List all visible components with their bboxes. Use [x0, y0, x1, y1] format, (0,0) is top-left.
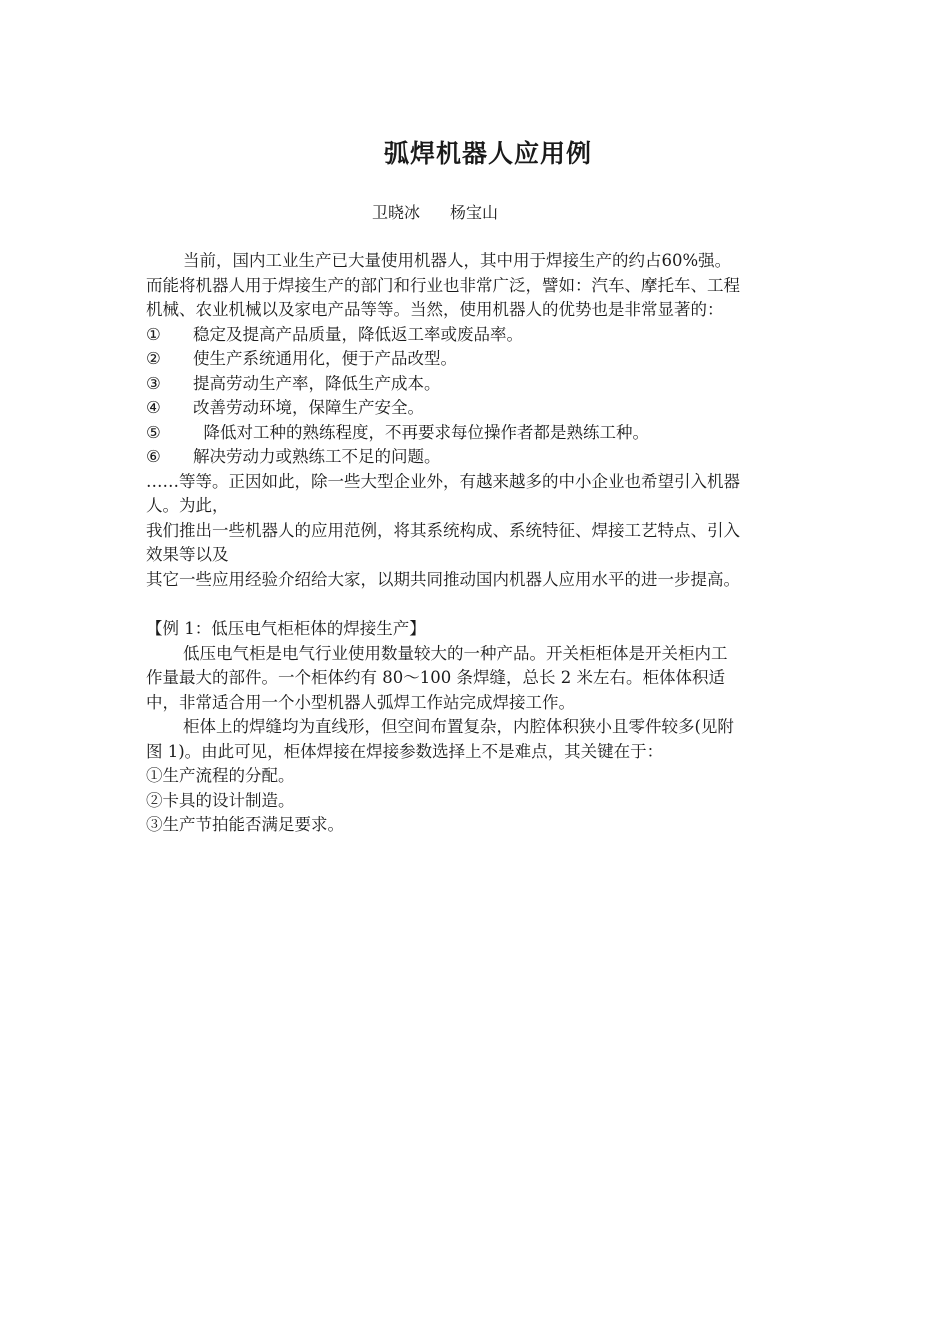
continuation-paragraph: ……等等。正因如此，除一些大型企业外，有越来越多的中小企业也希望引入机器人。为此， — [146, 471, 740, 515]
key-point: ②卡具的设计制造。 — [146, 790, 295, 810]
list-text: 改善劳动环境，保障生产安全。 — [193, 398, 424, 417]
list-text: 解决劳动力或熟练工不足的问题。 — [193, 447, 441, 466]
list-number: ④ — [146, 398, 161, 417]
list-number: ⑤ — [146, 422, 161, 442]
continuation-paragraph: 我们推出一些机器人的应用范例，将其系统构成、系统特征、焊接工艺特点、引入效果等以及 — [146, 520, 740, 564]
example-paragraph: 低压电气柜是电气行业使用数量较大的一种产品。开关柜柜体是开关柜内工作量最大的部件。一个柜体约有 80～100 条焊缝，总长 2 米左右。柜体体积适中，非常适合用一个小型机器人弧焊工作站完成焊接工作。 — [146, 643, 728, 712]
document-title: 弧焊机器人应用例 — [383, 139, 592, 168]
continuation-paragraph: 其它一些应用经验介绍给大家，以期共同推动国内机器人应用水平的进一步提高。 — [146, 569, 740, 589]
author-line — [372, 200, 498, 223]
example-paragraph: 柜体上的焊缝均为直线形，但空间布置复杂，内腔体积狭小且零件较多(见附图 1)。由此可见，柜体焊接在焊接参数选择上不是难点，其关键在于： — [146, 717, 734, 761]
author-name: 卫晓冰 — [372, 203, 421, 222]
list-text: 降低对工种的熟练程度，不再要求每位操作者都是熟练工种。 — [193, 422, 649, 442]
author-name: 杨宝山 — [450, 203, 499, 222]
document-body — [146, 249, 740, 838]
list-item — [146, 421, 740, 446]
intro-paragraph: 当前，国内工业生产已大量使用机器人，其中用于焊接生产的约占60%强。而能将机器人用于焊接生产的部门和行业也非常广泛，譬如：汽车、摩托车、工程机械、农业机械以及家电产品等等。当然，使用机器人的优势也是非常显著的： — [146, 251, 740, 319]
list-item — [146, 323, 740, 348]
list-number: ① — [146, 324, 161, 344]
list-number: ⑥ — [146, 447, 161, 466]
list-number: ③ — [146, 373, 161, 393]
list-number: ② — [146, 349, 161, 368]
example-heading: 【例 1：低压电气柜柜体的焊接生产】 — [146, 619, 426, 638]
list-item — [146, 347, 740, 372]
key-point: ①生产流程的分配。 — [146, 766, 295, 785]
list-item — [146, 372, 740, 397]
paragraph-spacer — [146, 592, 740, 617]
list-text: 提高劳动生产率，降低生产成本。 — [193, 373, 441, 393]
list-text: 使生产系统通用化，便于产品改型。 — [193, 349, 457, 368]
key-point: ③生产节拍能否满足要求。 — [146, 815, 344, 834]
list-item — [146, 445, 740, 470]
list-text: 稳定及提高产品质量，降低返工率或废品率。 — [193, 324, 523, 344]
list-item — [146, 396, 740, 421]
